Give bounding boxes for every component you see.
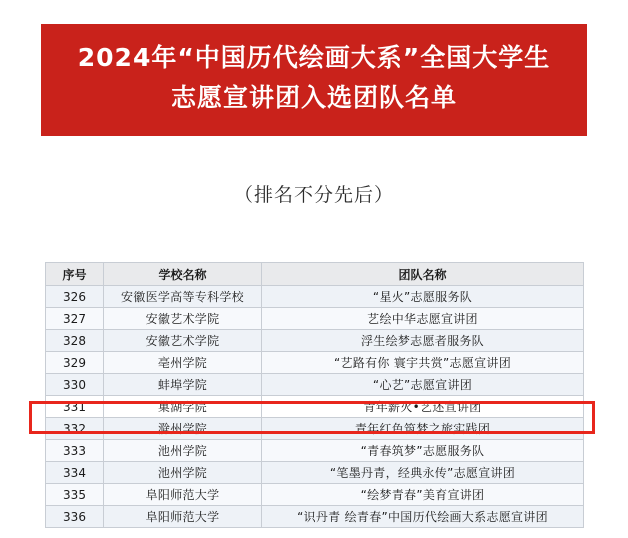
cell-team: 青年薪火•艺述宣讲团 (262, 396, 584, 418)
cell-no: 328 (46, 330, 104, 352)
cell-team: 青年红色筑梦之旅实践团 (262, 418, 584, 440)
cell-no: 331 (46, 396, 104, 418)
table-body (46, 286, 584, 528)
cell-no: 327 (46, 308, 104, 330)
table-row (46, 308, 584, 330)
column-header-school: 学校名称 (104, 263, 262, 286)
cell-no: 335 (46, 484, 104, 506)
team-list-table-wrapper (45, 262, 583, 528)
banner-title-line-2: 志愿宣讲团入选团队名单 (170, 83, 457, 112)
table-row (46, 286, 584, 308)
cell-team: “笔墨丹青，经典永传”志愿宣讲团 (262, 462, 584, 484)
table-row (46, 330, 584, 352)
cell-school: 蚌埠学院 (104, 374, 262, 396)
cell-team: “识丹青 绘青春”中国历代绘画大系志愿宣讲团 (262, 506, 584, 528)
cell-team: “艺路有你 寰宇共赏”志愿宣讲团 (262, 352, 584, 374)
banner-title-line-1: 2024年“中国历代绘画大系”全国大学生 (77, 43, 551, 72)
title-banner (41, 24, 587, 136)
cell-team: “星火”志愿服务队 (262, 286, 584, 308)
cell-school: 阜阳师范大学 (104, 506, 262, 528)
cell-school: 安徽医学高等专科学校 (104, 286, 262, 308)
cell-school: 池州学院 (104, 462, 262, 484)
cell-no: 332 (46, 418, 104, 440)
cell-school: 巢湖学院 (104, 396, 262, 418)
column-header-no: 序号 (46, 263, 104, 286)
table-row (46, 440, 584, 462)
cell-team: “青春筑梦”志愿服务队 (262, 440, 584, 462)
team-list-table (45, 262, 584, 528)
cell-no: 326 (46, 286, 104, 308)
cell-school: 安徽艺术学院 (104, 330, 262, 352)
cell-school: 池州学院 (104, 440, 262, 462)
cell-team: 浮生绘梦志愿者服务队 (262, 330, 584, 352)
cell-team: 艺绘中华志愿宣讲团 (262, 308, 584, 330)
cell-team: “心艺”志愿宣讲团 (262, 374, 584, 396)
table-header (46, 263, 584, 286)
cell-no: 336 (46, 506, 104, 528)
cell-school: 亳州学院 (104, 352, 262, 374)
column-header-team: 团队名称 (262, 263, 584, 286)
cell-no: 329 (46, 352, 104, 374)
table-header-row (46, 263, 584, 286)
cell-team: “绘梦青春”美育宣讲团 (262, 484, 584, 506)
order-note: （排名不分先后） (233, 184, 394, 206)
cell-no: 333 (46, 440, 104, 462)
cell-no: 334 (46, 462, 104, 484)
cell-school: 阜阳师范大学 (104, 484, 262, 506)
cell-school: 安徽艺术学院 (104, 308, 262, 330)
cell-school: 滁州学院 (104, 418, 262, 440)
table-row (46, 462, 584, 484)
table-row (46, 374, 584, 396)
table-row (46, 484, 584, 506)
cell-no: 330 (46, 374, 104, 396)
table-row (46, 506, 584, 528)
table-row (46, 396, 584, 418)
table-row (46, 352, 584, 374)
table-row (46, 418, 584, 440)
